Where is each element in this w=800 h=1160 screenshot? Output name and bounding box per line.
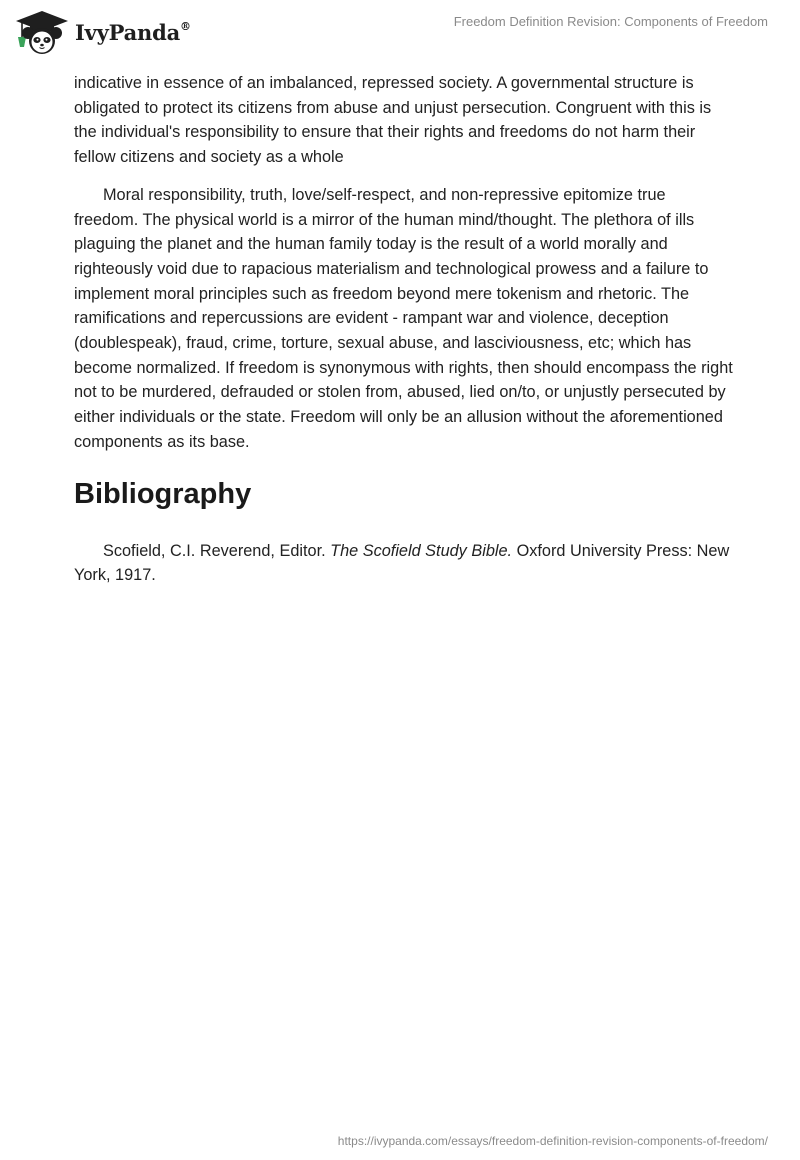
- bibliography-author: Scofield, C.I. Reverend, Editor.: [103, 541, 331, 560]
- bibliography-title: The Scofield Study Bible.: [330, 541, 513, 560]
- essay-content: [74, 71, 734, 601]
- bibliography-entry: [74, 539, 734, 588]
- panda-graduate-icon: [14, 9, 70, 55]
- brand-name: [75, 20, 191, 45]
- bibliography-publisher: Oxford University Press: New York, 1917.: [74, 541, 730, 585]
- registered-mark: ®: [180, 19, 191, 33]
- paragraph: indicative in essence of an imbalanced, repressed society. A governmental structure is obligated to protect its citizens from abuse and unjust persecution. Congruent with this is the individual's responsibility to ensure that their rights and freedoms do not harm their fellow citizens and society as a whole: [74, 74, 712, 167]
- paragraph: Moral responsibility, truth, love/self-respect, and non-repressive epitomize true freedom. The physical world is a mirror of the human mind/thought. The plethora of ills plaguing the planet and the human family today is the result of a world morally and righteously void due to rapacious materialism and technological prowess and a failure to implement moral principles such as freedom beyond mere tokenism and rhetoric. The ramifications and repercussions are evident - rampant war and violence, deception (doublespeak), fraud, crime, torture, sexual abuse, and lasciviousness, etc; which has become normalized. If freedom is synonymous with rights, then should encompass the right not to be murdered, defrauded or stolen from, abused, lied on/to, or unjustly persecuted by either individuals or the state. Freedom will only be an allusion without the aforementioned components as its base.: [74, 185, 733, 451]
- brand-text: IvyPanda: [75, 19, 181, 45]
- bibliography-heading: Bibliography: [74, 477, 252, 510]
- source-url-link[interactable]: https://ivypanda.com/essays/freedom-definition-revision-components-of-freedom/: [337, 1134, 768, 1148]
- ivypanda-logo[interactable]: [14, 6, 191, 58]
- page-header: [0, 0, 800, 60]
- document-title: Freedom Definition Revision: Components of Freedom: [453, 14, 768, 29]
